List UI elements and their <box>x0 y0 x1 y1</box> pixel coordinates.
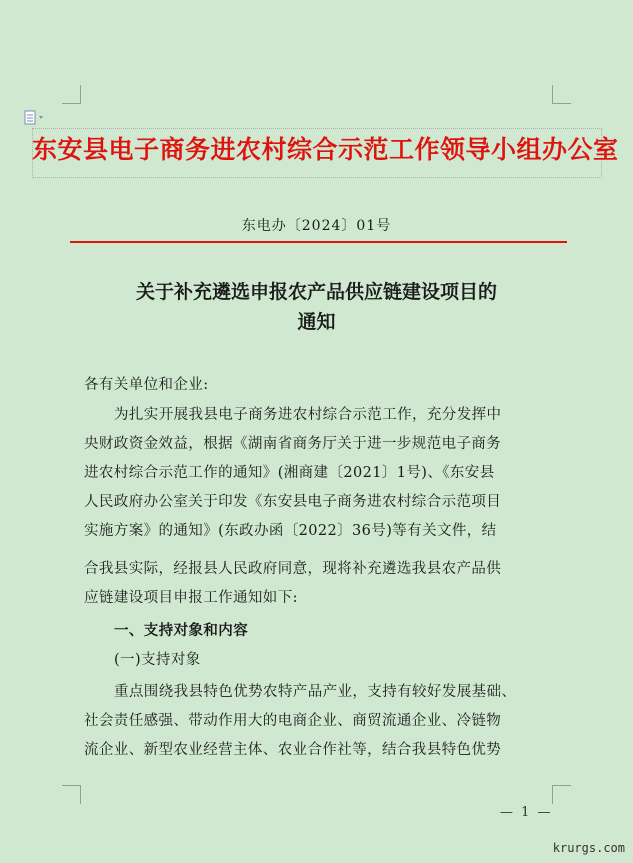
support-line: 重点围绕我县特色优势农特产品产业，支持有较好发展基础、 <box>114 684 517 700</box>
paragraph-line: 为扎实开展我县电子商务进农村综合示范工作，充分发挥中 <box>114 407 502 423</box>
paragraph-line: 实施方案》的通知》(东政办函〔2022〕36号)等有关文件，结 <box>84 523 497 539</box>
paragraph-line: 央财政资金效益，根据《湖南省商务厅关于进一步规范电子商务 <box>84 436 502 452</box>
notice-title-line-2: 通知 <box>297 311 336 333</box>
section-heading: 一、支持对象和内容 <box>114 622 249 639</box>
org-title: 东安县电子商务进农村综合示范工作领导小组办公室 <box>32 135 619 164</box>
watermark: krurgs.com <box>552 841 625 855</box>
crop-mark-top-right <box>552 85 571 104</box>
support-line: 流企业、新型农业经营主体、农业合作社等，结合我县特色优势 <box>84 742 502 758</box>
salutation: 各有关单位和企业: <box>84 377 209 393</box>
document-icon[interactable] <box>24 110 46 126</box>
document-number: 东电办〔2024〕01号 <box>241 218 392 234</box>
crop-mark-top-left <box>62 85 81 104</box>
crop-mark-bottom-left <box>62 785 81 804</box>
page-number: — 1 — <box>500 805 553 820</box>
crop-mark-bottom-right <box>552 785 571 804</box>
paragraph-line: 人民政府办公室关于印发《东安县电子商务进农村综合示范项目 <box>84 494 502 510</box>
paragraph-line: 合我县实际，经报县人民政府同意，现将补充遴选我县农产品供 <box>84 561 502 577</box>
notice-title-line-1: 关于补充遴选申报农产品供应链建设项目的 <box>135 281 497 303</box>
red-divider <box>70 241 567 243</box>
paragraph-line: 进农村综合示范工作的通知》(湘商建〔2021〕1号)、《东安县 <box>84 465 495 481</box>
support-line: 社会责任感强、带动作用大的电商企业、商贸流通企业、冷链物 <box>84 713 502 729</box>
paragraph-line: 应链建设项目申报工作通知如下: <box>84 590 298 606</box>
subsection-heading: (一)支持对象 <box>114 652 201 668</box>
